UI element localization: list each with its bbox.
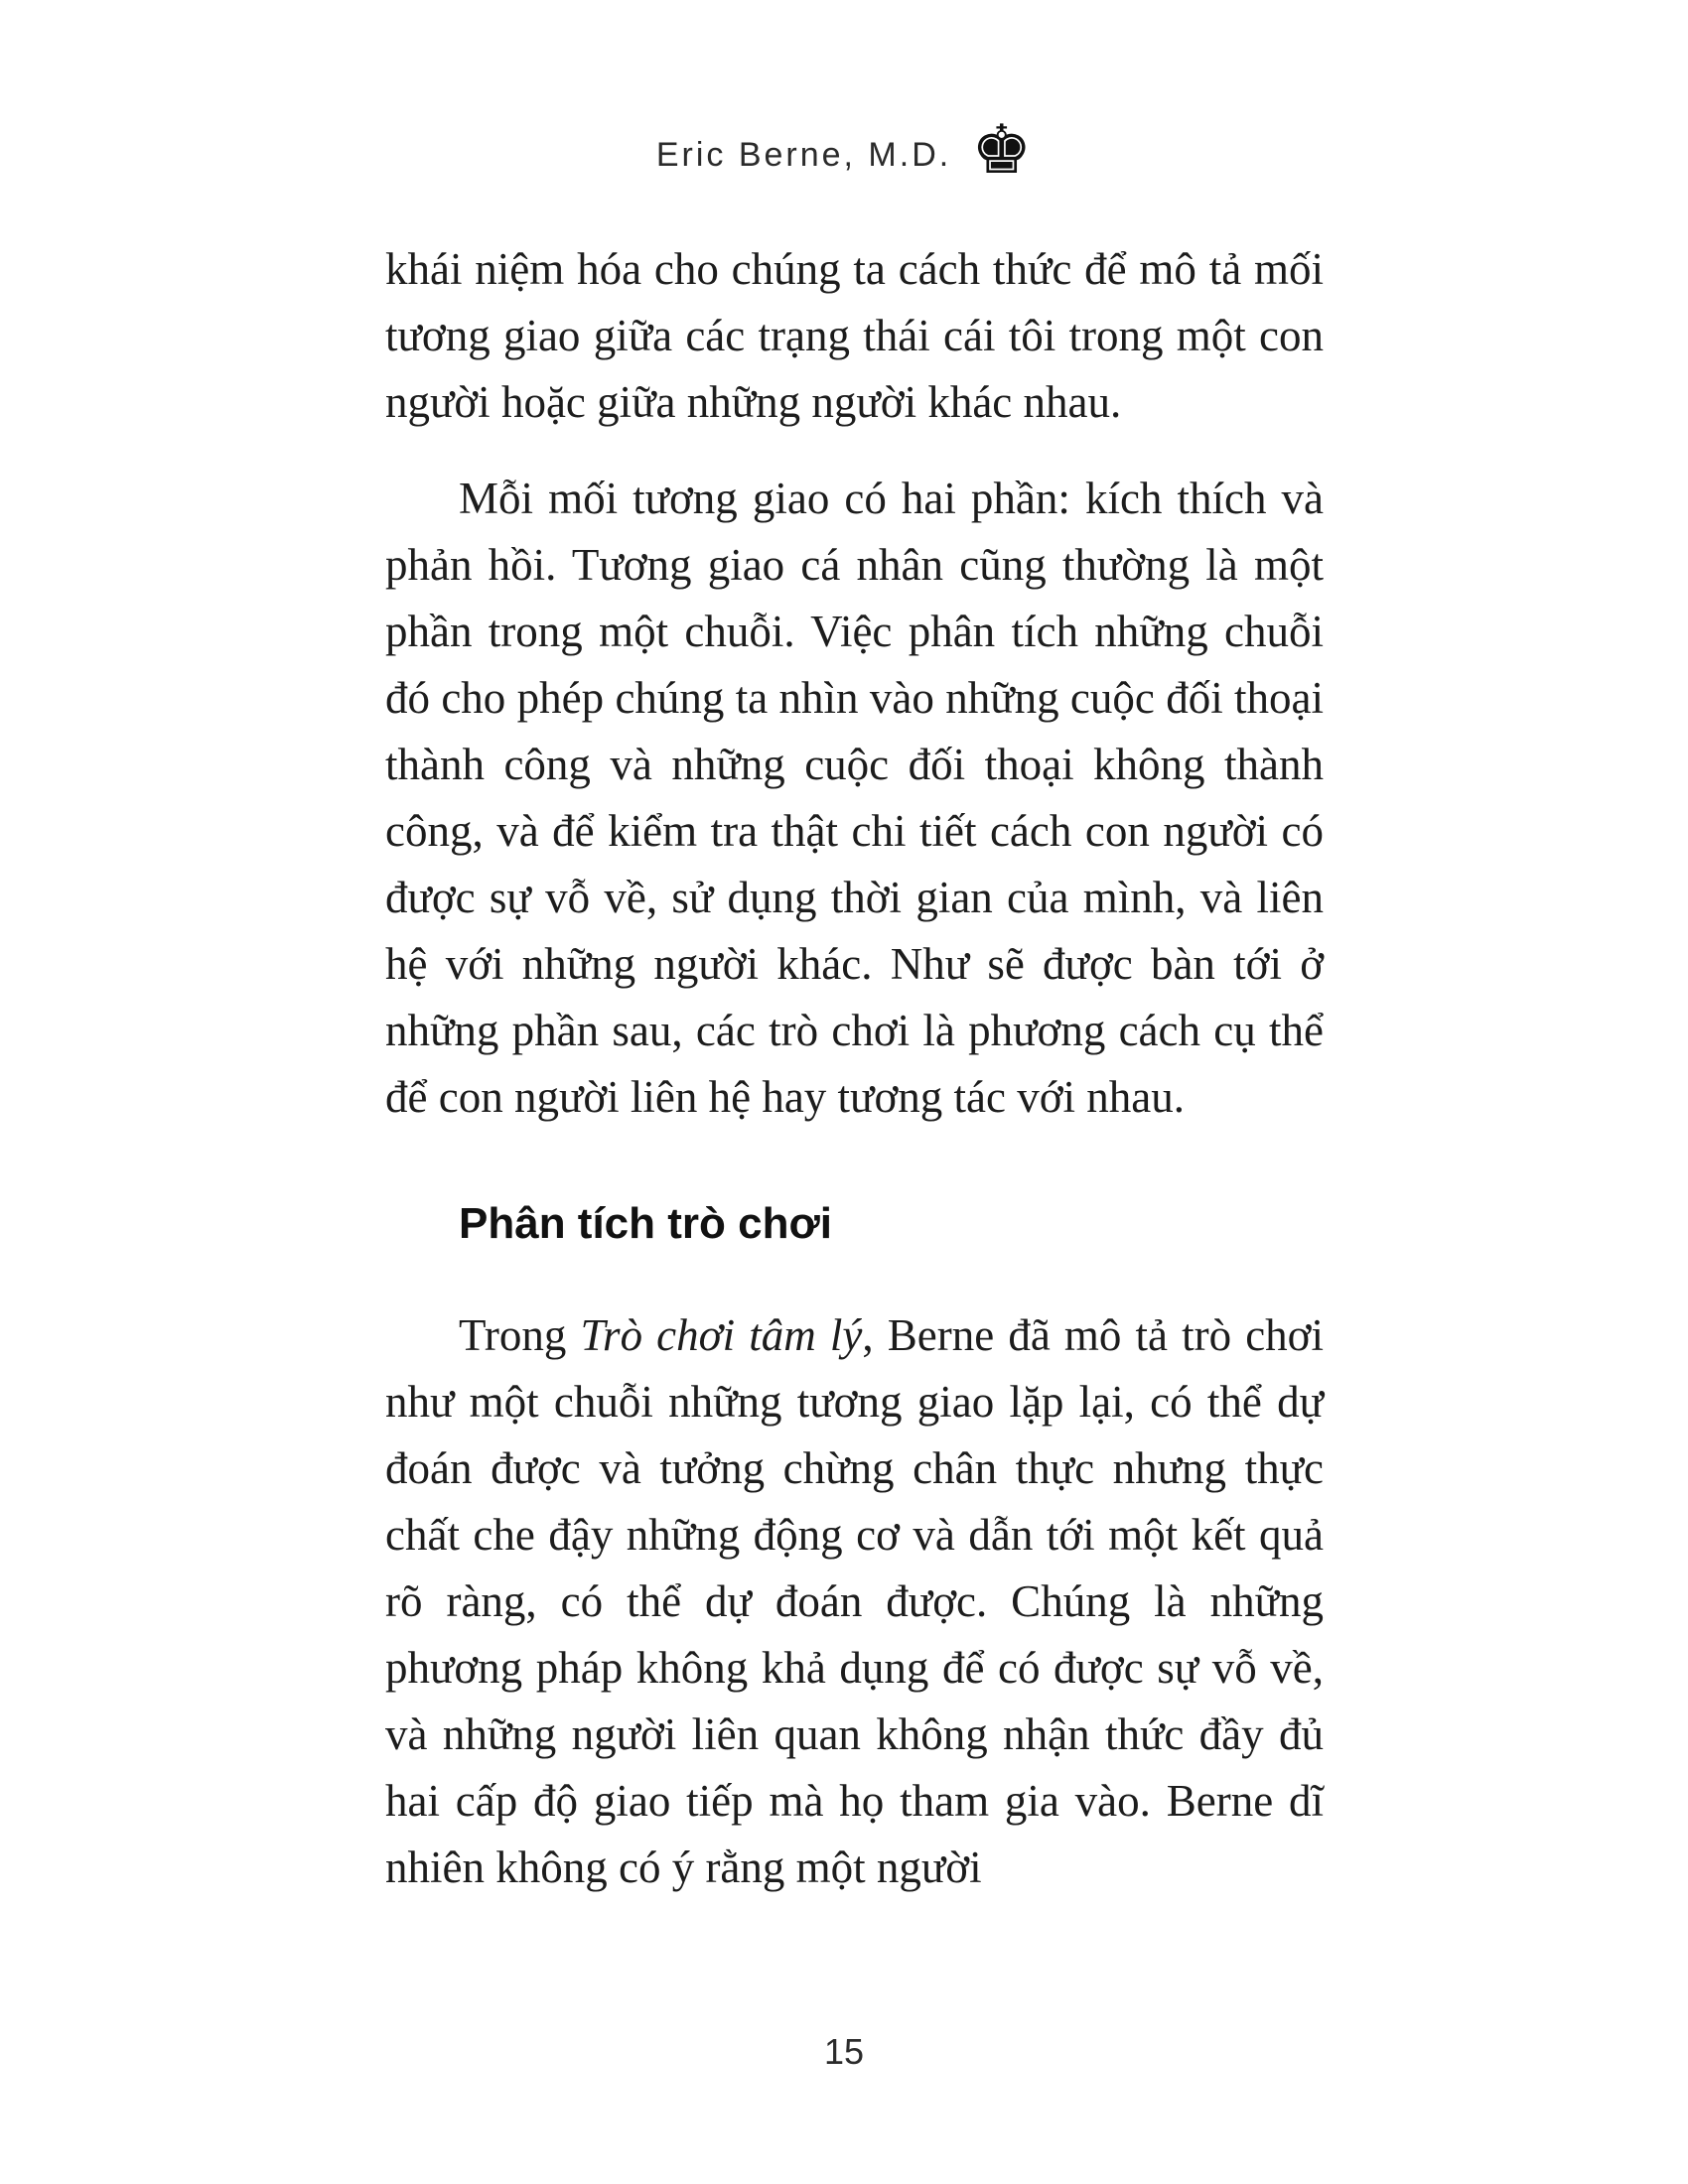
paragraph-3-lead: Trong bbox=[459, 1310, 581, 1360]
page-number: 15 bbox=[823, 2031, 865, 2072]
paragraph-3 bbox=[385, 1302, 1324, 1901]
chess-piece-icon: ♚ bbox=[971, 112, 1033, 188]
book-title-italic: Trò chơi tâm lý bbox=[580, 1310, 863, 1360]
page-header bbox=[0, 112, 1688, 189]
author-name: Eric Berne, M.D. bbox=[655, 135, 952, 174]
paragraph-2: Mỗi mối tương giao có hai phần: kích thích và phản hồi. Tương giao cá nhân cũng thường là một phần trong một chuỗi. Việc phân tích những chuỗi đó cho phép chúng ta nhìn vào những cuộc đối thoại thành công và những cuộc đối thoại không thành công, và để kiểm tra thật chi tiết cách con người có được sự vỗ về, sử dụng thời gian của mình, và liên hệ với những người khác. Như sẽ được bàn tới ở những phần sau, các trò chơi là phương cách cụ thể để con người liên hệ hay tương tác với nhau. bbox=[385, 474, 1324, 1122]
body-text bbox=[385, 236, 1324, 1931]
paragraph-1: khái niệm hóa cho chúng ta cách thức để mô tả mối tương giao giữa các trạng thái cái tôi trong một con người hoặc giữa những người khác nhau. bbox=[385, 244, 1324, 427]
paragraph-3-rest: , Berne đã mô tả trò chơi như một chuỗi những tương giao lặp lại, có thể dự đoán được và tưởng chừng chân thực nhưng thực chất che đậy những động cơ và dẫn tới một kết quả rõ ràng, có thể dự đoán được. Chúng là những phương pháp không khả dụng để có được sự vỗ về, và những người liên quan không nhận thức đầy đủ hai cấp độ giao tiếp mà họ tham gia vào. Berne dĩ nhiên không có ý rằng một người bbox=[385, 1310, 1324, 1892]
section-heading: Phân tích trò chơi bbox=[459, 1199, 832, 1248]
